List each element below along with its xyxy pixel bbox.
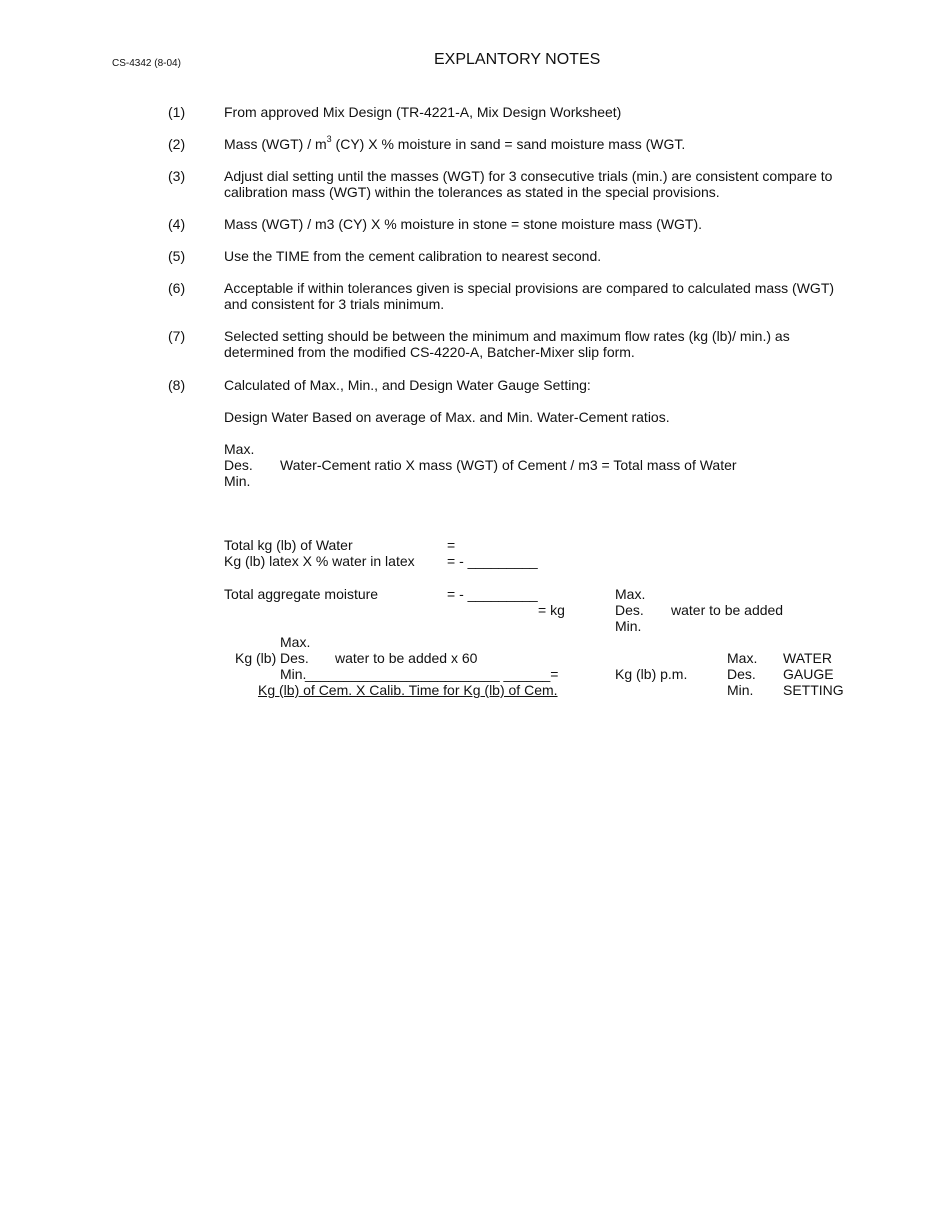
gauge-min: Min. (280, 666, 307, 682)
note-text (224, 136, 685, 152)
note-text-part: (CY) X % moisture in sand = sand moisture mass (WGT. (331, 136, 686, 152)
water-to-be-added: water to be added (671, 602, 784, 618)
note-number: (6) (168, 280, 186, 296)
aggregate-label: Total aggregate moisture (224, 586, 379, 602)
result-max: Max. (615, 586, 646, 602)
total-water-label: Total kg (lb) of Water (224, 537, 353, 553)
note-text-part: Mass (WGT) / m (224, 136, 327, 152)
note-number: (2) (168, 136, 186, 152)
gauge-denominator: Kg (lb) of Cem. X Calib. Time for Kg (lb) of Cem. (258, 682, 558, 698)
form-id: CS-4342 (8-04) (112, 58, 181, 69)
note-number: (5) (168, 248, 186, 264)
gauge-kg-pm: Kg (lb) p.m. (615, 666, 688, 682)
note-text: From approved Mix Design (TR-4221-A, Mix Design Worksheet) (224, 104, 622, 120)
ratio-formula: Water-Cement ratio X mass (WGT) of Cement / m3 = Total mass of Water (280, 457, 737, 473)
ratio-max: Max. (224, 441, 255, 457)
note-text: calibration mass (WGT) within the tolerances as stated in the special provisions. (224, 184, 720, 200)
gauge-des-right: Des. (727, 666, 756, 682)
gauge-max: Max. (280, 634, 311, 650)
design-water-note: Design Water Based on average of Max. and Min. Water-Cement ratios. (224, 409, 670, 425)
gauge-min-right: Min. (727, 682, 754, 698)
note-text: Mass (WGT) / m3 (CY) X % moisture in stone = stone moisture mass (WGT). (224, 216, 703, 232)
ratio-min: Min. (224, 473, 251, 489)
result-min: Min. (615, 618, 642, 634)
latex-eq: = - _________ (447, 553, 538, 569)
aggregate-eq: = - _________ (447, 586, 538, 602)
gauge-setting-label: SETTING (783, 682, 844, 698)
gauge-water-label: WATER (783, 650, 832, 666)
note-number: (1) (168, 104, 186, 120)
result-des: Des. (615, 602, 644, 618)
note-text: Use the TIME from the cement calibration to nearest second. (224, 248, 602, 264)
gauge-blank-line: _________________________ ______= (305, 666, 559, 682)
gauge-max-right: Max. (727, 650, 758, 666)
note-text: Acceptable if within tolerances given is special provisions are compared to calculated mass (WGT) (224, 280, 835, 296)
page-title: EXPLANTORY NOTES (434, 51, 601, 68)
note-number: (3) (168, 168, 186, 184)
gauge-gauge-label: GAUGE (783, 666, 834, 682)
result-kg: = kg (538, 602, 565, 618)
gauge-des: Des. (280, 650, 309, 666)
note-text: Adjust dial setting until the masses (WGT) for 3 consecutive trials (min.) are consistent compare to (224, 168, 833, 184)
superscript: 3 (326, 134, 332, 145)
note-number: (7) (168, 328, 186, 344)
gauge-kg-lb: Kg (lb) (235, 650, 277, 666)
note-text: determined from the modified CS-4220-A, Batcher-Mixer slip form. (224, 344, 635, 360)
note-number: (4) (168, 216, 186, 232)
note-number: (8) (168, 377, 186, 393)
note-text: Selected setting should be between the minimum and maximum flow rates (kg (lb)/ min.) as (224, 328, 790, 344)
gauge-numerator: water to be added x 60 (335, 650, 478, 666)
note-text: and consistent for 3 trials minimum. (224, 296, 445, 312)
total-water-eq: = (447, 537, 456, 553)
ratio-des: Des. (224, 457, 253, 473)
note-text: Calculated of Max., Min., and Design Water Gauge Setting: (224, 377, 591, 393)
latex-label: Kg (lb) latex X % water in latex (224, 553, 415, 569)
